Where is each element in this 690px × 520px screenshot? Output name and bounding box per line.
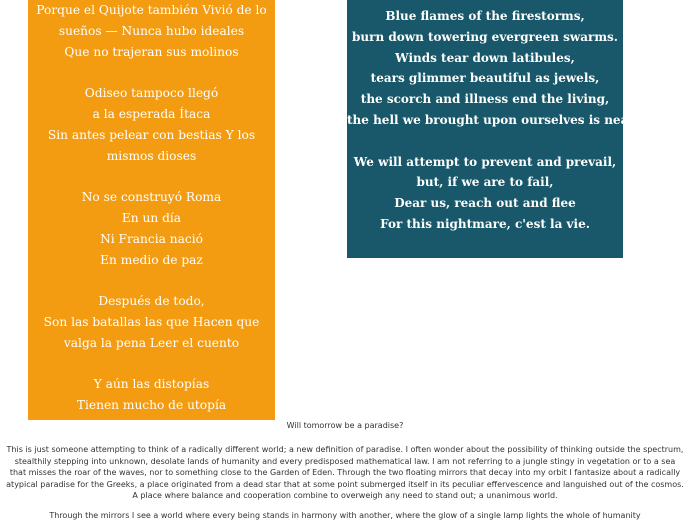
poem-stanza bbox=[347, 152, 623, 235]
poem-line: Blue flames of the firestorms, bbox=[385, 9, 585, 23]
poem-stanza bbox=[28, 83, 275, 166]
poem-line: a la esperada Ítaca bbox=[92, 106, 211, 121]
poem-line: Ni Francia nació bbox=[100, 231, 203, 246]
poem-line: We will attempt to prevent and prevail, bbox=[353, 154, 617, 169]
poem-line: burn down towering evergreen swarms. bbox=[352, 29, 618, 44]
figure-caption: Will tomorrow be a paradise? bbox=[286, 421, 404, 430]
poem-line: Después de todo, bbox=[98, 294, 205, 309]
poem-line: For this nightmare, c'est la vie. bbox=[380, 216, 590, 231]
poem-stanza bbox=[28, 187, 275, 270]
poem-line: En medio de paz bbox=[100, 252, 203, 267]
english-poem-panel bbox=[347, 0, 661, 258]
poem-line: No se construyó Roma bbox=[81, 190, 222, 205]
poem-line: the scorch and illness end the living, bbox=[360, 92, 610, 107]
poem-stanza bbox=[28, 374, 275, 416]
poem-line: Porque el Quijote también Vivió de lo sueños — Nunca hubo ideales bbox=[36, 3, 267, 38]
poem-line: Y aún las distopías bbox=[93, 377, 210, 392]
article-paragraph: This is just someone attempting to think of a radically different world; a new definition of paradise. I often wonder about the possibility of thinking outside the spectrum, stealthily stepping into unknown, desolate lands of humanity and every predisposed mathematical law. I am not referring to a jungle stingy in vegetation or to a sea that misses the roar of the waves, nor to something close to the Garden of Eden. Through the two floating mirrors that decay into my orbit I fantasize about a radically atypical paradise for the Greeks, a place originated from a dead star that at some point submerged itself in its peculiar effervescence and languished out of the cosmos. A place where balance and cooperation combine to overweigh any need to stand out; a unanimous world. bbox=[6, 445, 684, 500]
cut-off-text-line: Through the mirrors I see a world where every being stands in harmony with another, where the glow of a single lamp lights the whole of humanity bbox=[49, 511, 641, 520]
poem-line: valga la pena Leer el cuento bbox=[63, 335, 240, 350]
poem-line: Winds tear down latibules, bbox=[395, 50, 575, 65]
poem-stanza bbox=[28, 291, 275, 353]
poem-line: En un día bbox=[121, 210, 182, 225]
poem-line: Dear us, reach out and flee bbox=[394, 196, 576, 211]
poem-line: Que no trajeran sus molinos bbox=[64, 44, 239, 59]
poem-line: the hell we brought upon ourselves is nearing. bbox=[347, 112, 661, 127]
spanish-poem-panel bbox=[28, 0, 275, 420]
poem-line: tears glimmer beautiful as jewels, bbox=[370, 71, 600, 86]
poem-line: but, if we are to fail, bbox=[416, 175, 554, 190]
poem-line: Sin antes pelear con bestias Y los mismos dioses bbox=[47, 127, 256, 163]
poem-line: Son las batallas las que Hacen que bbox=[43, 314, 260, 329]
poem-line: Tienen mucho de utopía bbox=[76, 398, 227, 413]
poem-stanza bbox=[28, 0, 275, 62]
poem-stanza bbox=[347, 6, 661, 131]
poem-line: Odiseo tampoco llegó bbox=[84, 86, 219, 101]
